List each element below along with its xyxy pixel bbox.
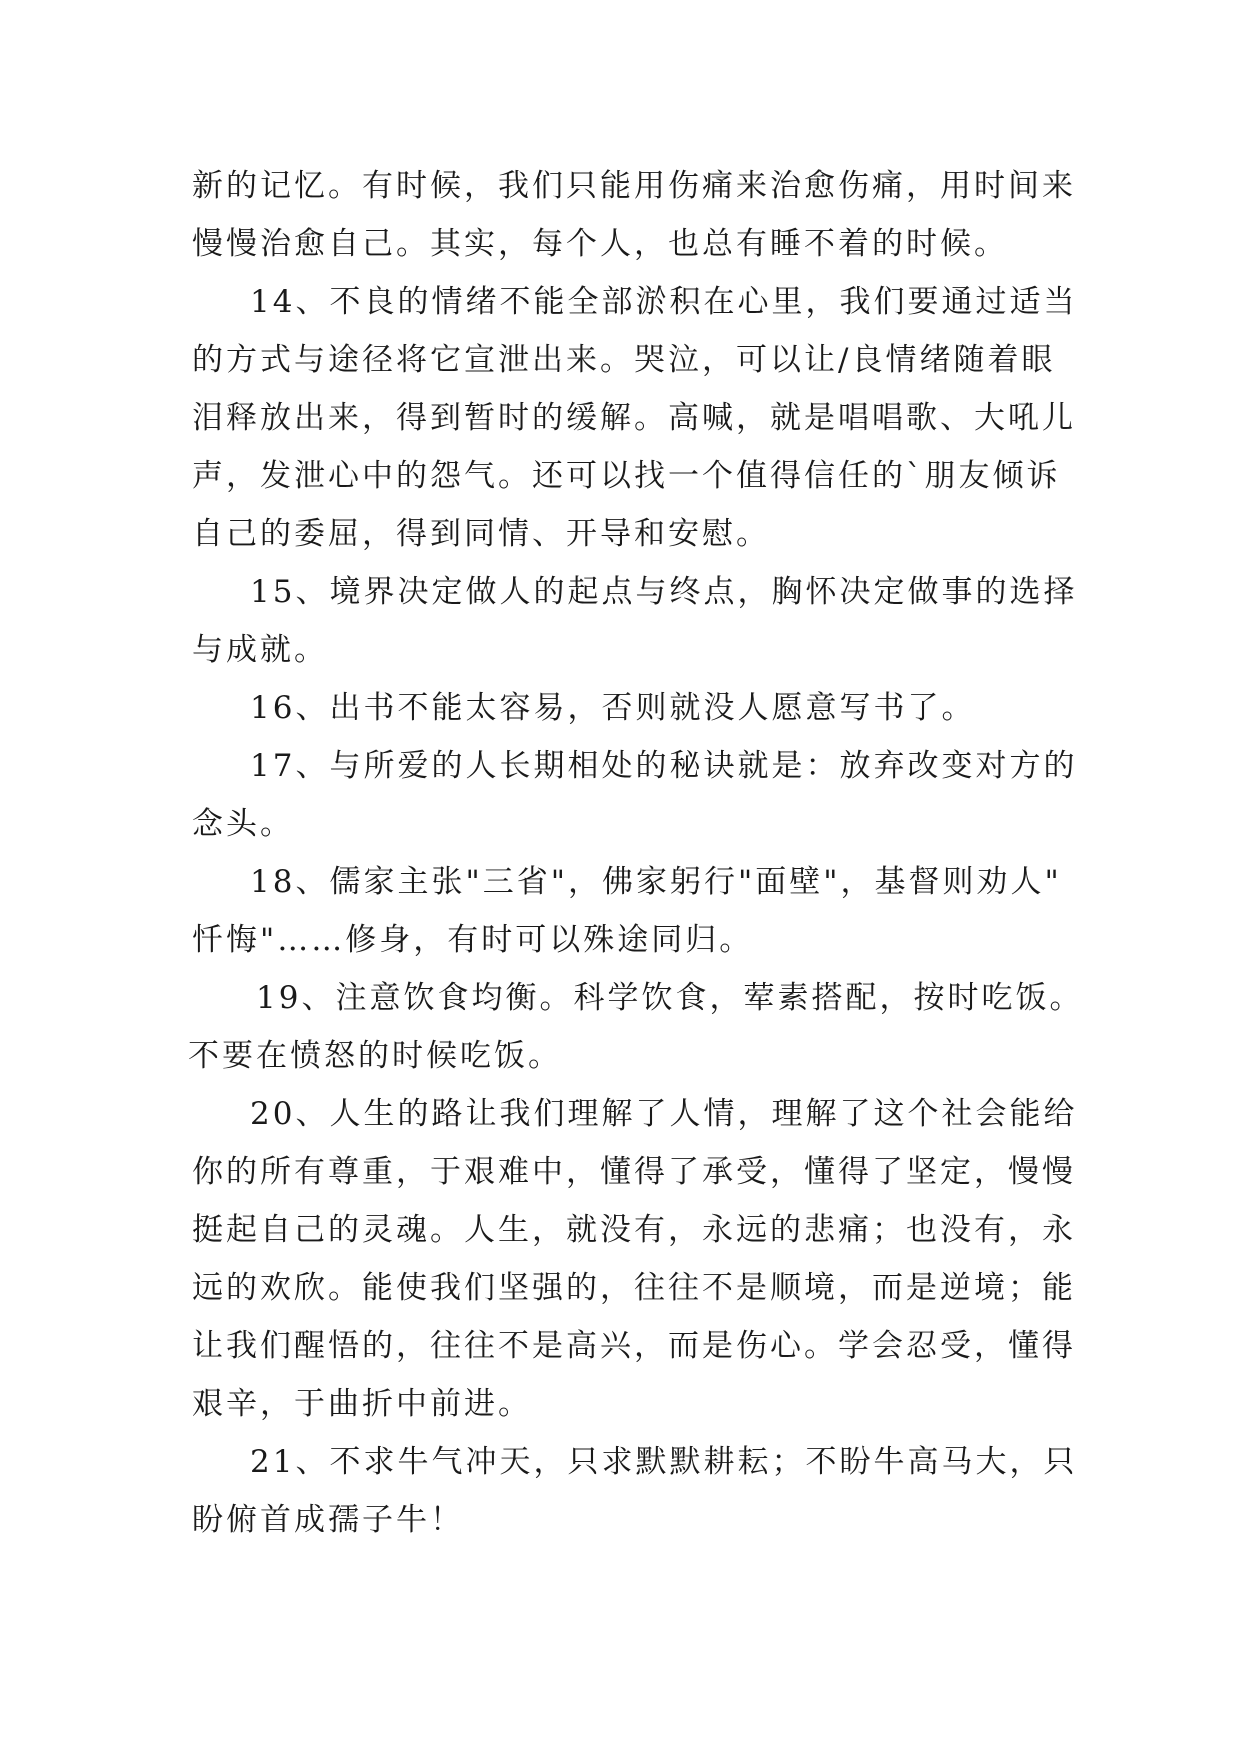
paragraph-16: 16、出书不能太容易，否则就没人愿意写书了。 — [250, 690, 976, 726]
text-line: 新的记忆。有时候，我们只能用伤痛来治愈伤痛，用时间来 — [192, 168, 1076, 204]
text-line: 艰辛，于曲折中前进。 — [192, 1386, 532, 1422]
text-line: 慢慢治愈自己。其实，每个人，也总有睡不着的时候。 — [192, 226, 1008, 262]
text-line: 你的所有尊重，于艰难中，懂得了承受，懂得了坚定，慢慢 — [192, 1154, 1076, 1190]
text-line: 不要在愤怒的时候吃饭。 — [188, 1038, 562, 1074]
text-line: 挺起自己的灵魂。人生，就没有，永远的悲痛；也没有，永 — [192, 1212, 1076, 1248]
text-line: 盼俯首成孺子牛！ — [192, 1502, 464, 1538]
text-line: 忏悔"……修身，有时可以殊途同归。 — [192, 922, 754, 958]
paragraph-19: 19、注意饮食均衡。科学饮食，荤素搭配，按时吃饭。 — [256, 980, 1084, 1016]
text-line: 念头。 — [192, 806, 294, 842]
text-line: 远的欢欣。能使我们坚强的，往往不是顺境，而是逆境；能 — [192, 1270, 1076, 1306]
text-line: 声，发泄心中的怨气。还可以找一个值得信任的`朋友倾诉 — [192, 458, 1061, 494]
paragraph-21: 21、不求牛气冲天，只求默默耕耘；不盼牛高马大，只 — [250, 1444, 1078, 1480]
paragraph-15: 15、境界决定做人的起点与终点，胸怀决定做事的选择 — [250, 574, 1078, 610]
text-line: 泪释放出来，得到暂时的缓解。高喊，就是唱唱歌、大吼儿 — [192, 400, 1076, 436]
text-line: 自己的委屈，得到同情、开导和安慰。 — [192, 516, 770, 552]
paragraph-14: 14、不良的情绪不能全部淤积在心里，我们要通过适当 — [250, 284, 1078, 320]
text-line: 让我们醒悟的，往往不是高兴，而是伤心。学会忍受，懂得 — [192, 1328, 1076, 1364]
paragraph-20: 20、人生的路让我们理解了人情，理解了这个社会能给 — [250, 1096, 1078, 1132]
text-line: 的方式与途径将它宣泄出来。哭泣，可以让/良情绪随着眼 — [192, 342, 1056, 378]
paragraph-17: 17、与所爱的人长期相处的秘诀就是：放弃改变对方的 — [250, 748, 1078, 784]
paragraph-18: 18、儒家主张"三省"，佛家躬行"面壁"，基督则劝人" — [250, 864, 1062, 900]
text-line: 与成就。 — [192, 632, 328, 668]
